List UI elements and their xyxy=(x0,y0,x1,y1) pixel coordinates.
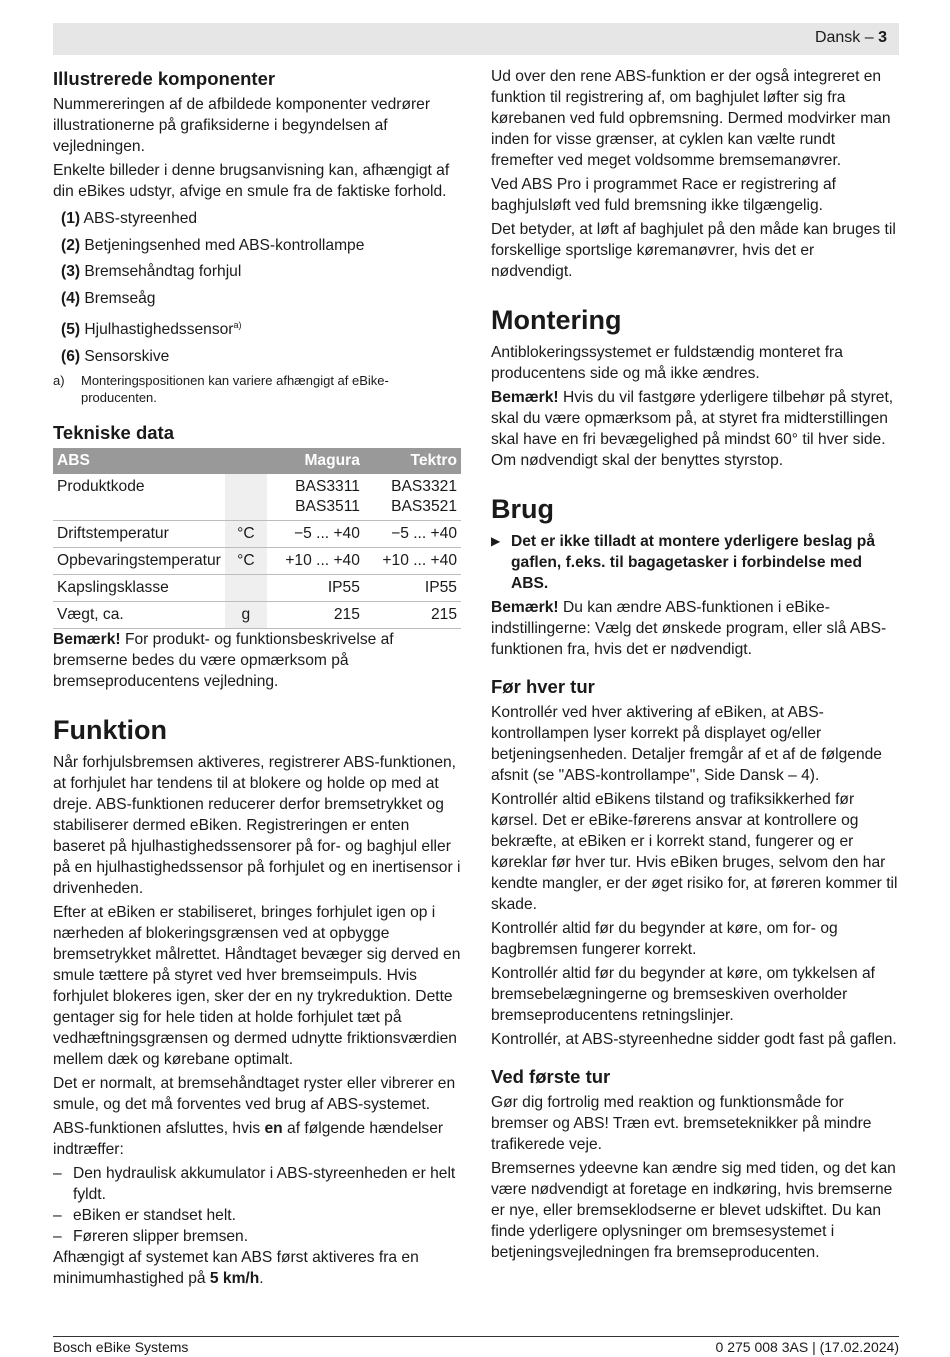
table-cell: −5 ... +40 xyxy=(364,521,461,548)
note-paragraph xyxy=(53,629,461,692)
table-cell: Produktkode xyxy=(53,474,225,521)
page-header xyxy=(53,23,899,55)
item-text: Den hydraulisk akkumulator i ABS-styreenheden er helt fyldt. xyxy=(73,1165,456,1204)
table-row xyxy=(53,474,461,521)
table-row xyxy=(53,575,461,602)
table-cell: °C xyxy=(225,521,267,548)
list-item xyxy=(53,259,461,286)
paragraph: Kontrollér ved hver aktivering af eBiken, at ABS-kontrollampen lyser korrekt på displayet og/eller betjeningsenheden. Detaljer fremgår af et af de følgende afsnit (se "ABS-kontrollampe", Side Dansk – 4). xyxy=(491,704,882,784)
note-label: Bemærk! xyxy=(53,631,121,649)
cell-line: BAS3521 xyxy=(391,498,457,516)
table-cell: 215 xyxy=(364,602,461,629)
item-text: Bremsehåndtag forhjul xyxy=(84,263,242,280)
cell-line: BAS3311 xyxy=(295,478,360,496)
list-item xyxy=(53,233,461,260)
warning-item xyxy=(491,531,899,594)
paragraph: Efter at eBiken er stabiliseret, bringes forhjulet igen op i nærheden af blokeringsgrænsen ved at opbygge bremsetrykket målrettet. Håndtaget bevæger sig derved en smule tættere på styret ved hver bremseimpuls. Hvis forhjulet blokeres igen, sker der en ny trykreduktion. Dette gentager sig for hele tiden at holde forhjulet tæt på vedhæftningsgrænsen og dermed udnytte friktionsværdien mellem dæk og kørebane optimalt. xyxy=(53,904,461,1069)
footnote-text: Monteringspositionen kan variere afhængigt af eBike-producenten. xyxy=(81,373,389,406)
table-cell xyxy=(364,474,461,521)
right-column xyxy=(491,66,899,1266)
section-title-illustrerede: Illustrerede komponenter xyxy=(53,68,276,89)
paragraph: Ud over den rene ABS-funktion er der også integreret en funktion til registrering af, om baghjulet løfter sig fra kørebanen ved fuld opbremsning. Dermed modvirker man inden for visse grænser, at cyklen kan vælte rundt fremefter ved meget voldsomme bremsemanøvrer. xyxy=(491,68,891,169)
condition-list xyxy=(53,1163,461,1247)
warning-text: Det er ikke tilladt at montere yderligere beslag på gaflen, f.eks. til bagagetasker i forbindelse med ABS. xyxy=(511,533,875,592)
table-cell: Vægt, ca. xyxy=(53,602,225,629)
paragraph: Når forhjulsbremsen aktiveres, registrerer ABS-funktionen, at forhjulet har tendens til at blokere og holde op med at dreje. ABS-funktionen reducerer derfor bremsetrykket og stabiliserer dermed eBiken. Registreringen er enten baseret på hjulhastighedssensorer på for- og baghjul eller på en hjulhastighedssensor på forhjulet og en inertisensor i drivenheden. xyxy=(53,754,461,898)
item-text: Føreren slipper bremsen. xyxy=(73,1228,249,1246)
note-text: For produkt- og funktionsbeskrivelse af bremserne bedes du være opmærksom på bremseproducentens vejledning. xyxy=(53,631,394,691)
text-span: af følgende hændelser indtræffer: xyxy=(53,1120,444,1159)
footer-publisher: Bosch eBike Systems xyxy=(53,1339,189,1355)
list-item xyxy=(53,312,461,344)
paragraph: Bremsernes ydeevne kan ændre sig med tiden, og det kan være nødvendigt at foretage en indkøring, hvis bremserne er nye, eller bremseklodserne er blevet udskiftet. Du kan finde yderligere oplysninger om bremsesystemet i betjeningsvejledningen fra bremseproducenten. xyxy=(491,1160,896,1261)
table-cell: −5 ... +40 xyxy=(267,521,364,548)
dash-bullet: – xyxy=(53,1165,62,1183)
list-item xyxy=(53,1226,461,1247)
item-text: ABS-styreenhed xyxy=(83,210,198,227)
section-title-tekniske: Tekniske data xyxy=(53,422,174,444)
table-cell: +10 ... +40 xyxy=(267,548,364,575)
paragraph: Kontrollér, at ABS-styreenhedne sidder godt fast på gaflen. xyxy=(491,1031,897,1048)
table-row xyxy=(53,548,461,575)
cell-line: BAS3321 xyxy=(391,478,457,496)
table-header-cell: Tektro xyxy=(364,448,461,474)
footnote-label: a) xyxy=(53,373,65,389)
table-header-row xyxy=(53,448,461,474)
table-header-cell xyxy=(225,448,267,474)
paragraph: Nummereringen af de afbildede komponenter vedrører illustrationerne på grafiksiderne i begyndelsen af vejledningen. xyxy=(53,96,431,155)
paragraph xyxy=(53,1118,461,1160)
item-text: Sensorskive xyxy=(84,347,170,365)
section-title-funktion: Funktion xyxy=(53,715,167,746)
section-title-montering: Montering xyxy=(491,305,622,335)
list-item xyxy=(53,206,461,233)
note-text: Hvis du vil fastgøre yderligere tilbehør på styret, skal du være opmærksom på, at styret fra midterstillingen skal have en fri bevægelighed på mindst 60° til hver side. Om nødvendigt skal der benyttes styrstop. xyxy=(491,389,894,469)
table-header-cell: ABS xyxy=(53,448,225,474)
paragraph: Antiblokeringssystemet er fuldstændig monteret fra producentens side og må ikke ændres. xyxy=(491,344,843,382)
paragraph: Kontrollér altid før du begynder at køre, om for- og bagbremsen fungerer korrekt. xyxy=(491,920,838,958)
item-text: Bremseåg xyxy=(84,289,156,307)
table-cell: 215 xyxy=(267,602,364,629)
header-language: Dansk xyxy=(814,29,861,46)
text-span: Afhængigt af systemet kan ABS først aktiveres fra en minimumhastighed på xyxy=(53,1249,419,1288)
table-cell: °C xyxy=(225,548,267,575)
item-text: eBiken er standset helt. xyxy=(73,1207,236,1225)
item-number: (4) xyxy=(61,289,81,307)
footnote-ref: a) xyxy=(233,320,242,330)
note-paragraph xyxy=(491,387,899,471)
note-paragraph xyxy=(491,597,899,660)
table-cell xyxy=(225,575,267,602)
table-cell xyxy=(225,474,267,521)
table-cell: g xyxy=(225,602,267,629)
paragraph: Kontrollér altid eBikens tilstand og trafiksikkerhed før kørsel. Det er eBike-førerens ansvar at kontrollere og bekræfte, at eBiken er i korrekt stand, fungerer og er køreklar før hver tur. Hvis eBiken bruges, selvom den har kendte mangler, er der øget risiko for, at føreren kommer til skade. xyxy=(491,791,898,913)
list-item xyxy=(53,286,461,313)
list-item xyxy=(53,1205,461,1226)
item-number: (6) xyxy=(61,347,81,365)
table-cell: IP55 xyxy=(267,575,364,602)
item-number: (5) xyxy=(61,321,81,339)
note-label: Bemærk! xyxy=(491,599,559,616)
header-page-label xyxy=(815,29,887,47)
paragraph: Enkelte billeder i denne brugsanvisning kan, afhængigt af din eBikes udstyr, afvige en smule fra de faktiske forhold. xyxy=(53,162,450,200)
footnote xyxy=(53,372,461,406)
left-column xyxy=(53,66,461,1292)
table-row xyxy=(53,602,461,629)
paragraph xyxy=(53,1247,461,1289)
header-separator: – xyxy=(860,29,879,46)
table-cell: IP55 xyxy=(364,575,461,602)
text-span: . xyxy=(259,1270,264,1288)
section-title-foer-hver-tur: Før hver tur xyxy=(491,676,595,697)
item-number: (2) xyxy=(61,236,81,254)
table-cell xyxy=(267,474,364,521)
bold-text: 5 km/h xyxy=(209,1270,260,1288)
list-item xyxy=(53,1163,461,1205)
table-cell: Kapslingsklasse xyxy=(53,575,225,602)
table-header-cell: Magura xyxy=(267,448,364,474)
section-title-brug: Brug xyxy=(491,494,554,524)
paragraph: Ved ABS Pro i programmet Race er registrering af baghjulsløft ved fuld bremsning ikke tilgængelig. xyxy=(491,176,836,214)
component-list xyxy=(53,206,461,370)
footer-doc-id: 0 275 008 3AS | (17.02.2024) xyxy=(715,1339,899,1355)
paragraph: Det betyder, at løft af baghjulet på den måde kan bruges til forskellige sportslige køremanøvrer, hvis det er nødvendigt. xyxy=(491,221,896,280)
header-page-number: 3 xyxy=(878,29,887,46)
item-number: (1) xyxy=(61,210,81,227)
dash-bullet: – xyxy=(53,1207,62,1225)
table-cell: Driftstemperatur xyxy=(53,521,225,548)
cell-line: BAS3511 xyxy=(295,498,360,516)
dash-bullet: – xyxy=(53,1228,62,1246)
triangle-right-icon: ▶ xyxy=(491,534,501,548)
bold-text: en xyxy=(264,1120,283,1138)
text-span: ABS-funktionen afsluttes, hvis xyxy=(53,1120,265,1138)
paragraph: Gør dig fortrolig med reaktion og funktionsmåde for bremser og ABS! Træn evt. bremseteknikker på mindre trafikerede veje. xyxy=(491,1094,872,1153)
item-text: Betjeningsenhed med ABS-kontrollampe xyxy=(84,236,365,254)
note-text: Du kan ændre ABS-funktionen i eBike-indstillingerne: Vælg det ønskede program, eller slå ABS-funktionen fra, hvis det er nødvendigt. xyxy=(491,599,887,658)
table-cell: Opbevaringstemperatur xyxy=(53,548,225,575)
table-row xyxy=(53,521,461,548)
item-number: (3) xyxy=(61,263,81,280)
paragraph: Kontrollér altid før du begynder at køre, om tykkelsen af bremsebelægningerne og bremseskiven overholder bremseproducentens retningslinjer. xyxy=(491,965,875,1024)
paragraph: Det er normalt, at bremsehåndtaget ryster eller vibrerer en smule, og det må forventes ved brug af ABS-systemet. xyxy=(53,1075,456,1114)
tech-data-table xyxy=(53,448,461,629)
table-cell: +10 ... +40 xyxy=(364,548,461,575)
section-title-ved-foerste-tur: Ved første tur xyxy=(491,1066,611,1087)
item-text: Hjulhastighedssensor xyxy=(84,321,234,339)
note-label: Bemærk! xyxy=(491,389,559,406)
footer-divider xyxy=(53,1336,899,1337)
list-item xyxy=(53,344,461,371)
